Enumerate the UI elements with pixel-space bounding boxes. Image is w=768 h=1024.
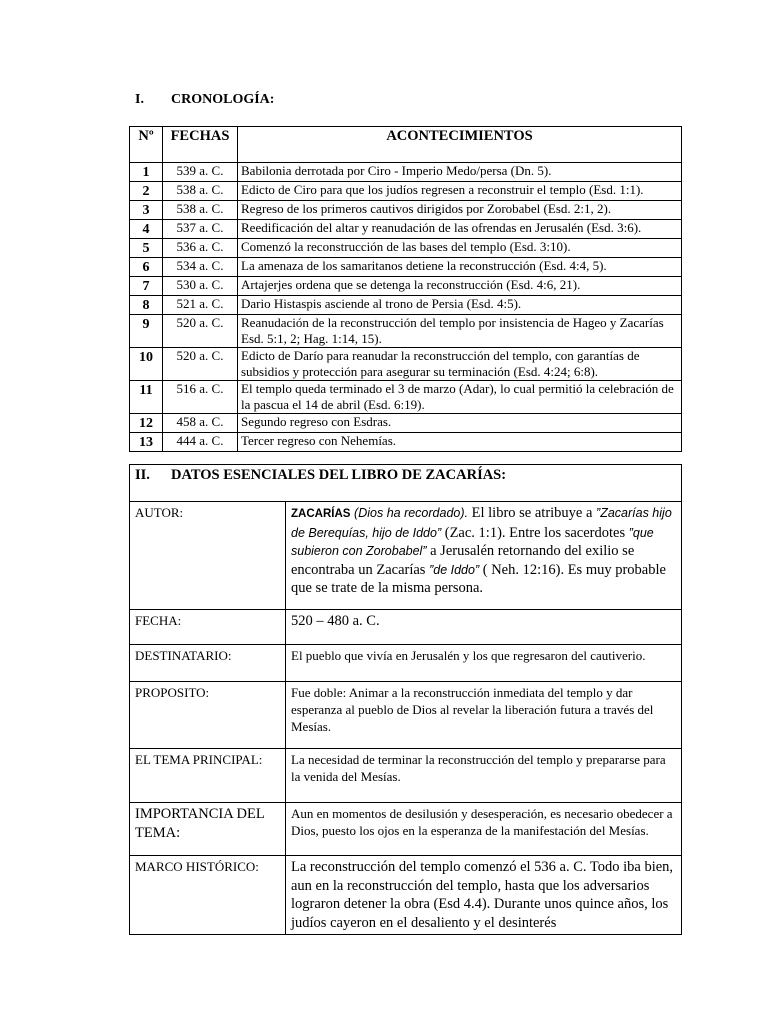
row-number: 7 <box>130 277 163 296</box>
autor-text-2: (Zac. 1:1). Entre los sacerdotes <box>444 524 626 541</box>
table-row <box>130 220 682 239</box>
value-marco: La reconstrucción del templo comenzó el 536 a. C. Todo iba bien, aun en la reconstrucción del templo, hasta que los adversarios lograron detener la obra (Esd 4.4). Durante unos quince años, los judíos cayeron en el desaliento y el desinterés <box>286 856 682 935</box>
row-fecha: 539 a. C. <box>163 163 238 182</box>
autor-quote-3: ”de Iddo” <box>429 562 480 577</box>
row-fecha: 530 a. C. <box>163 277 238 296</box>
value-importancia: Aun en momentos de desilusión y desesperación, es necesario obedecer a Dios, puesto los ojos en la esperanza de la manifestación del Mesías. <box>286 803 682 856</box>
row-acontecimiento: Edicto de Darío para reanudar la reconstrucción del templo, con garantías de subsidios y protección para asegurar su terminación (Esd. 4:24; 6:8). <box>238 348 682 381</box>
row-fecha: 444 a. C. <box>163 433 238 452</box>
header-acontecimientos: ACONTECIMIENTOS <box>238 127 682 163</box>
section-datos-header-row <box>130 465 682 502</box>
row-acontecimiento: Comenzó la reconstrucción de las bases del templo (Esd. 3:10). <box>238 239 682 258</box>
table-row <box>130 315 682 348</box>
row-number: 11 <box>130 381 163 414</box>
row-destinatario <box>130 645 682 682</box>
row-fecha: 536 a. C. <box>163 239 238 258</box>
row-fecha <box>130 610 682 645</box>
row-acontecimiento: La amenaza de los samaritanos detiene la reconstrucción (Esd. 4:4, 5). <box>238 258 682 277</box>
value-autor <box>286 502 682 610</box>
table-row <box>130 239 682 258</box>
autor-name: ZACARÍAS <box>291 508 351 520</box>
row-number: 5 <box>130 239 163 258</box>
autor-meaning: (Dios ha recordado). <box>354 506 468 520</box>
header-number: Nº <box>130 127 163 163</box>
row-number: 1 <box>130 163 163 182</box>
value-proposito: Fue doble: Animar a la reconstrucción inmediata del templo y dar esperanza al pueblo de Dios al revelar la liberación futura a través del Mesías. <box>286 682 682 749</box>
row-fecha: 516 a. C. <box>163 381 238 414</box>
table-row <box>130 381 682 414</box>
table-row <box>130 277 682 296</box>
label-marco: MARCO HISTÓRICO: <box>130 856 286 935</box>
chronology-header-row <box>130 127 682 163</box>
section-cronologia-title <box>135 92 274 108</box>
section-title-text: CRONOLOGÍA: <box>171 92 275 107</box>
label-tema: EL TEMA PRINCIPAL: <box>130 749 286 803</box>
row-number: 6 <box>130 258 163 277</box>
table-row <box>130 258 682 277</box>
label-proposito: PROPOSITO: <box>130 682 286 749</box>
table-row <box>130 348 682 381</box>
label-destinatario: DESTINATARIO: <box>130 645 286 682</box>
row-number: 12 <box>130 414 163 433</box>
row-proposito <box>130 682 682 749</box>
table-row <box>130 182 682 201</box>
row-number: 10 <box>130 348 163 381</box>
row-number: 9 <box>130 315 163 348</box>
value-destinatario: El pueblo que vivía en Jerusalén y los que regresaron del cautiverio. <box>286 645 682 682</box>
label-autor: AUTOR: <box>130 502 286 610</box>
autor-quote-1: ”Zacarías hijo de Berequías, hijo de Iddo” <box>291 506 672 540</box>
table-row <box>130 201 682 220</box>
table-row <box>130 163 682 182</box>
row-fecha: 520 a. C. <box>163 315 238 348</box>
table-row <box>130 414 682 433</box>
chronology-table <box>129 126 682 452</box>
row-fecha: 520 a. C. <box>163 348 238 381</box>
row-importancia <box>130 803 682 856</box>
row-acontecimiento: El templo queda terminado el 3 de marzo (Adar), lo cual permitió la celebración de la pascua el 14 de abril (Esd. 6:19). <box>238 381 682 414</box>
row-number: 8 <box>130 296 163 315</box>
row-acontecimiento: Tercer regreso con Nehemías. <box>238 433 682 452</box>
row-acontecimiento: Edicto de Ciro para que los judíos regresen a reconstruir el templo (Esd. 1:1). <box>238 182 682 201</box>
row-acontecimiento: Reanudación de la reconstrucción del templo por insistencia de Hageo y Zacarías Esd. 5:1, 2; Hag. 1:14, 15). <box>238 315 682 348</box>
section-number: I. <box>135 92 144 107</box>
row-acontecimiento: Dario Histaspis asciende al trono de Persia (Esd. 4:5). <box>238 296 682 315</box>
row-tema <box>130 749 682 803</box>
autor-text-4: ( Neh. 12:16). Es muy probable que se trate de la misma persona. <box>291 561 666 596</box>
row-autor <box>130 502 682 610</box>
table-row <box>130 433 682 452</box>
row-acontecimiento: Regreso de los primeros cautivos dirigidos por Zorobabel (Esd. 2:1, 2). <box>238 201 682 220</box>
row-acontecimiento: Reedificación del altar y reanudación de las ofrendas en Jerusalén (Esd. 3:6). <box>238 220 682 239</box>
row-fecha: 538 a. C. <box>163 182 238 201</box>
section-title-text: DATOS ESENCIALES DEL LIBRO DE ZACARÍAS: <box>171 467 507 483</box>
label-importancia: IMPORTANCIA DEL TEMA: <box>130 803 286 856</box>
value-fecha: 520 – 480 a. C. <box>286 610 682 645</box>
row-marco <box>130 856 682 935</box>
row-acontecimiento: Artajerjes ordena que se detenga la reconstrucción (Esd. 4:6, 21). <box>238 277 682 296</box>
section-datos-title <box>130 465 682 502</box>
row-fecha: 534 a. C. <box>163 258 238 277</box>
row-acontecimiento: Babilonia derrotada por Ciro - Imperio Medo/persa (Dn. 5). <box>238 163 682 182</box>
row-fecha: 458 a. C. <box>163 414 238 433</box>
autor-text-3: a Jerusalén retornando del exilio se encontraba un Zacarías <box>291 543 635 578</box>
label-fecha: FECHA: <box>130 610 286 645</box>
row-number: 4 <box>130 220 163 239</box>
row-fecha: 538 a. C. <box>163 201 238 220</box>
row-fecha: 521 a. C. <box>163 296 238 315</box>
row-number: 13 <box>130 433 163 452</box>
autor-text-1: El libro se atribuye a <box>471 505 593 521</box>
autor-quote-2: ”que subieron con Zorobabel” <box>291 525 654 558</box>
section-number: II. <box>135 467 150 483</box>
row-number: 3 <box>130 201 163 220</box>
essential-data-table <box>129 464 682 935</box>
value-tema: La necesidad de terminar la reconstrucción del templo y prepararse para la venida del Mesías. <box>286 749 682 803</box>
row-number: 2 <box>130 182 163 201</box>
chronology-body <box>130 163 682 452</box>
header-fechas: FECHAS <box>163 127 238 163</box>
row-fecha: 537 a. C. <box>163 220 238 239</box>
row-acontecimiento: Segundo regreso con Esdras. <box>238 414 682 433</box>
table-row <box>130 296 682 315</box>
